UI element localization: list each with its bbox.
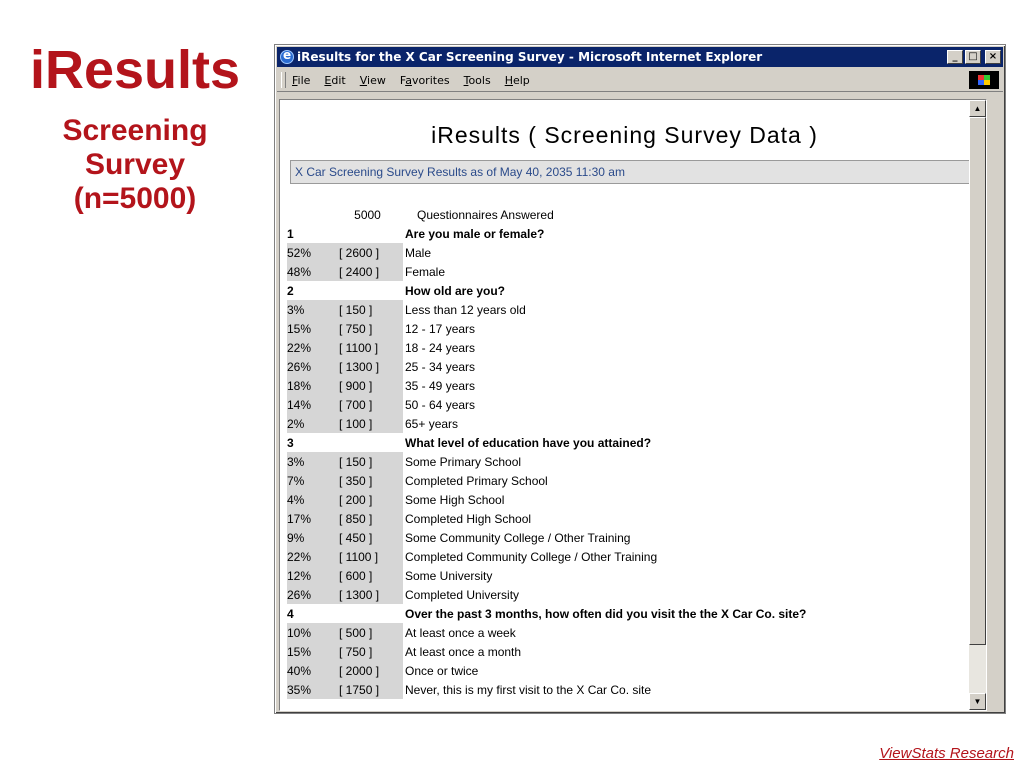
answer-percent: 22% xyxy=(287,547,332,566)
answer-row xyxy=(287,376,967,395)
slide-title-block xyxy=(0,40,270,216)
answer-percent: 3% xyxy=(287,452,332,471)
answer-label: At least once a month xyxy=(405,644,522,659)
answer-percent: 15% xyxy=(287,642,332,661)
answer-percent: 3% xyxy=(287,300,332,319)
answer-count: [ 1750 ] xyxy=(332,680,403,699)
answer-count: [ 600 ] xyxy=(332,566,403,585)
answer-count: [ 500 ] xyxy=(332,623,403,642)
answer-percent: 17% xyxy=(287,509,332,528)
menu-edit[interactable]: Edit xyxy=(324,73,346,87)
answer-row xyxy=(287,547,967,566)
answer-label: 12 - 17 years xyxy=(405,321,476,336)
answer-percent: 52% xyxy=(287,243,332,262)
answer-row xyxy=(287,566,967,585)
windows-logo-icon xyxy=(969,71,999,89)
question-row xyxy=(287,281,967,300)
menu-tools[interactable]: Tools xyxy=(463,73,491,87)
answer-label: Never, this is my first visit to the X Car Co. site xyxy=(405,682,652,697)
answer-row xyxy=(287,642,967,661)
answer-percent: 18% xyxy=(287,376,332,395)
answer-count: [ 1300 ] xyxy=(332,357,403,376)
total-count: 5000 xyxy=(354,207,381,222)
answer-count: [ 2600 ] xyxy=(332,243,403,262)
question-text: What level of education have you attained? xyxy=(405,435,652,450)
answer-label: Completed University xyxy=(405,587,520,602)
answer-row xyxy=(287,661,967,680)
answer-row xyxy=(287,471,967,490)
answer-row xyxy=(287,395,967,414)
slide-subtitle-line: Survey xyxy=(84,148,186,181)
toolbar-grip[interactable] xyxy=(281,72,286,88)
total-spacer xyxy=(287,205,332,224)
answer-percent: 12% xyxy=(287,566,332,585)
answer-label: 50 - 64 years xyxy=(405,397,476,412)
answer-count: [ 350 ] xyxy=(332,471,403,490)
answer-row xyxy=(287,452,967,471)
answer-row xyxy=(287,319,967,338)
question-text: Are you male or female? xyxy=(405,226,545,241)
menu-view[interactable]: View xyxy=(359,73,386,87)
answer-percent: 40% xyxy=(287,661,332,680)
answer-count: [ 200 ] xyxy=(332,490,403,509)
answer-row xyxy=(287,490,967,509)
answer-count: [ 750 ] xyxy=(332,319,403,338)
question-text: How old are you? xyxy=(405,283,506,298)
answer-label: At least once a week xyxy=(405,625,516,640)
answer-label: 25 - 34 years xyxy=(405,359,476,374)
window-titlebar[interactable] xyxy=(277,47,1003,67)
results-timestamp-banner: X Car Screening Survey Results as of May 40, 2035 11:30 am xyxy=(290,160,972,184)
scroll-up-icon[interactable]: ▲ xyxy=(969,100,986,117)
answer-row xyxy=(287,585,967,604)
answer-count: [ 850 ] xyxy=(332,509,403,528)
results-page xyxy=(280,100,969,710)
answer-percent: 4% xyxy=(287,490,332,509)
answer-row xyxy=(287,243,967,262)
answer-count: [ 1300 ] xyxy=(332,585,403,604)
close-button[interactable]: × xyxy=(985,50,1001,64)
answer-row xyxy=(287,680,967,699)
menu-favorites[interactable]: Favorites xyxy=(399,73,450,87)
answer-label: Completed Community College / Other Training xyxy=(405,549,658,564)
menu-bar xyxy=(277,69,1003,92)
ie-icon xyxy=(280,50,294,64)
answer-label: Some Community College / Other Training xyxy=(405,530,631,545)
answer-label: Some University xyxy=(405,568,493,583)
results-table xyxy=(287,205,967,699)
slide-subtitle xyxy=(0,114,270,216)
question-number: 3 xyxy=(287,435,294,450)
question-number: 2 xyxy=(287,283,294,298)
browser-content xyxy=(279,99,987,711)
answer-row xyxy=(287,338,967,357)
answer-count: [ 100 ] xyxy=(332,414,403,433)
answer-count: [ 150 ] xyxy=(332,300,403,319)
minimize-button[interactable]: _ xyxy=(947,50,963,64)
answer-label: Completed High School xyxy=(405,511,532,526)
question-number: 4 xyxy=(287,606,294,621)
menu-help[interactable]: Help xyxy=(504,73,530,87)
question-number: 1 xyxy=(287,226,294,241)
scroll-thumb[interactable] xyxy=(969,117,986,645)
total-label: Questionnaires Answered xyxy=(417,207,554,222)
answer-row xyxy=(287,300,967,319)
answer-count: [ 750 ] xyxy=(332,642,403,661)
answer-percent: 2% xyxy=(287,414,332,433)
answer-row xyxy=(287,623,967,642)
answer-percent: 15% xyxy=(287,319,332,338)
window-title: iResults for the X Car Screening Survey - Microsoft Internet Explorer xyxy=(297,50,763,64)
answer-row xyxy=(287,357,967,376)
page-title: iResults ( Screening Survey Data ) xyxy=(431,122,818,148)
answer-label: Completed Primary School xyxy=(405,473,548,488)
answer-percent: 7% xyxy=(287,471,332,490)
answer-label: Some Primary School xyxy=(405,454,522,469)
question-row xyxy=(287,433,967,452)
answer-row xyxy=(287,509,967,528)
answer-count: [ 1100 ] xyxy=(332,338,403,357)
answer-count: [ 900 ] xyxy=(332,376,403,395)
answer-label: Female xyxy=(405,264,446,279)
answer-count: [ 700 ] xyxy=(332,395,403,414)
answer-percent: 14% xyxy=(287,395,332,414)
viewstats-research-link[interactable]: ViewStats Research xyxy=(879,745,1014,762)
browser-window xyxy=(274,44,1006,714)
total-row xyxy=(287,205,967,224)
answer-label: 18 - 24 years xyxy=(405,340,476,355)
menu-file[interactable]: File xyxy=(292,73,311,87)
answer-row xyxy=(287,414,967,433)
slide-subtitle-line: Screening xyxy=(62,114,208,147)
slide-title: iResults xyxy=(29,40,241,100)
question-text: Over the past 3 months, how often did you visit the the X Car Co. site? xyxy=(405,606,807,621)
answer-label: Some High School xyxy=(405,492,505,507)
answer-percent: 9% xyxy=(287,528,332,547)
answer-row xyxy=(287,528,967,547)
question-row xyxy=(287,224,967,243)
question-row xyxy=(287,604,967,623)
answer-count: [ 450 ] xyxy=(332,528,403,547)
answer-label: Less than 12 years old xyxy=(405,302,526,317)
answer-count: [ 1100 ] xyxy=(332,547,403,566)
answer-label: 35 - 49 years xyxy=(405,378,476,393)
maximize-button[interactable]: □ xyxy=(965,50,981,64)
answer-label: 65+ years xyxy=(405,416,459,431)
answer-count: [ 150 ] xyxy=(332,452,403,471)
answer-percent: 26% xyxy=(287,357,332,376)
answer-count: [ 2000 ] xyxy=(332,661,403,680)
answer-percent: 22% xyxy=(287,338,332,357)
answer-label: Once or twice xyxy=(405,663,479,678)
answer-count: [ 2400 ] xyxy=(332,262,403,281)
slide-subtitle-line: (n=5000) xyxy=(73,182,197,215)
answer-row xyxy=(287,262,967,281)
vertical-scrollbar[interactable] xyxy=(969,100,986,710)
answer-label: Male xyxy=(405,245,432,260)
scroll-down-icon[interactable]: ▼ xyxy=(969,693,986,710)
answer-percent: 26% xyxy=(287,585,332,604)
answer-percent: 10% xyxy=(287,623,332,642)
answer-percent: 48% xyxy=(287,262,332,281)
answer-percent: 35% xyxy=(287,680,332,699)
